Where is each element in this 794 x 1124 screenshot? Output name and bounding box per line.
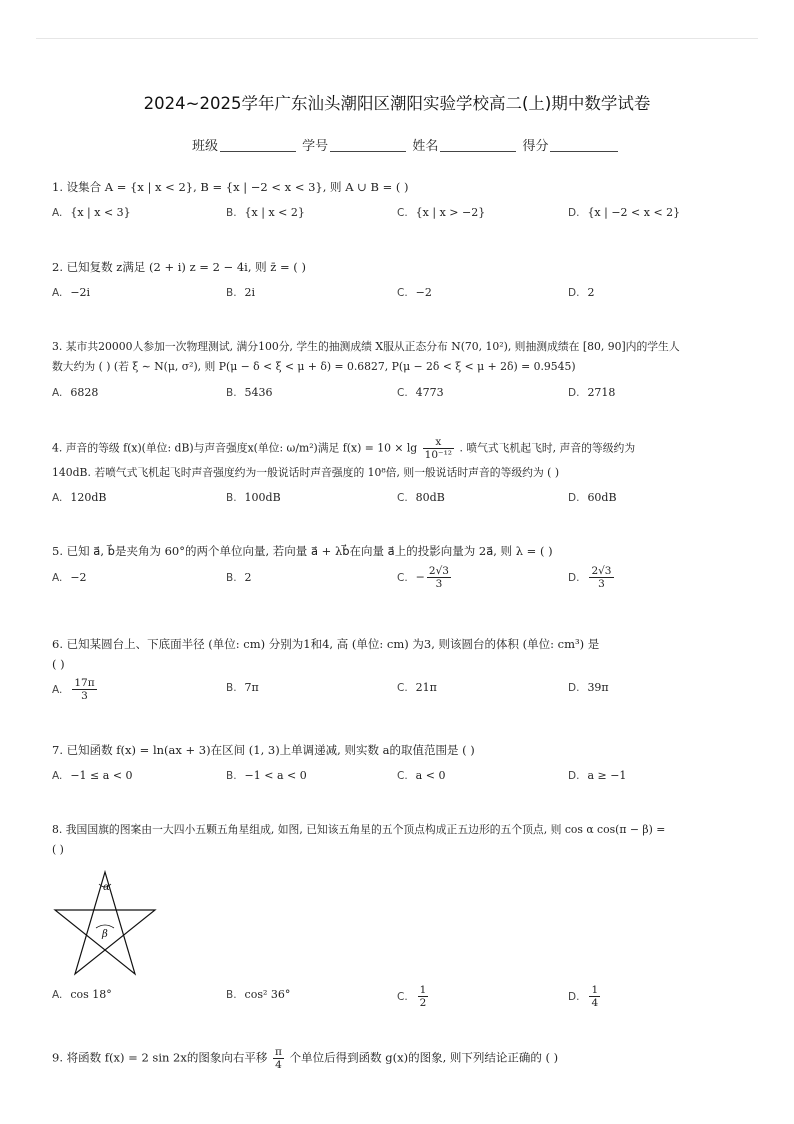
question-4-fraction: $\frac{x}{\text{10⁻¹²}}$ (424, 436, 452, 461)
question-6 (52, 634, 754, 674)
question-6-stem-line-2: ( ) (52, 657, 65, 671)
class-label: 班级 (192, 139, 219, 154)
question-6-option-d[interactable]: D. 39π (568, 681, 609, 694)
question-3-stem-line-1: 3. 某市共20000人参加一次物理测试, 满分100分, 学生的抽测成绩 X服从正态分布 N(70, 10²), 则抽测成绩在 [80, 90]内的学生人 (52, 340, 680, 353)
question-3-option-a[interactable]: A. 6828 (52, 386, 99, 399)
name-blank[interactable] (440, 139, 516, 152)
question-7-stem: 7. 已知函数 f(x) = ln(ax + 3)在区间 (1, 3)上单调递减, 则实数 a的取值范围是 ( ) (52, 743, 475, 757)
question-2-option-d[interactable]: D. 2 (568, 286, 595, 299)
header-rule (36, 38, 758, 39)
question-4-stem-line-2: 140dB. 若喷气式飞机起飞时声音强度约为一般说话时声音强度的 10⁸倍, 则一般说话时声音的等级约为 ( ) (52, 466, 560, 479)
question-2 (52, 257, 754, 277)
question-5-stem: 5. 已知 a⃗, b⃗是夹角为 60°的两个单位向量, 若向量 a⃗ + λb⃗在向量 a⃗上的投影向量为 2a⃗, 则 λ = ( ) (52, 544, 553, 558)
class-blank[interactable] (220, 139, 296, 152)
question-2-option-b[interactable]: B. 2i (226, 286, 256, 299)
question-7-option-c[interactable]: C. a < 0 (397, 769, 446, 782)
question-3-option-d[interactable]: D. 2718 (568, 386, 616, 399)
alpha-label: α (103, 882, 110, 893)
question-7-option-d[interactable]: D. a ≥ −1 (568, 769, 627, 782)
question-4-option-d[interactable]: D. 60dB (568, 491, 617, 504)
question-5-option-c[interactable]: C. − $\frac{2√3}{3}$ (397, 565, 449, 590)
question-5-option-d[interactable]: D. $\frac{2√3}{3}$ (568, 565, 612, 590)
question-4-option-b[interactable]: B. 100dB (226, 491, 281, 504)
beta-label: β (102, 929, 108, 940)
question-1-option-c[interactable]: C. {x | x > −2} (397, 206, 486, 219)
student-info-line (192, 135, 620, 154)
question-4 (52, 436, 754, 483)
question-7 (52, 740, 754, 760)
question-1-option-b[interactable]: B. {x | x < 2} (226, 206, 305, 219)
question-1 (52, 177, 754, 197)
number-blank[interactable] (330, 139, 406, 152)
name-label: 姓名 (412, 139, 439, 154)
question-4-option-c[interactable]: C. 80dB (397, 491, 445, 504)
question-2-stem: 2. 已知复数 z满足 (2 + i) z = 2 − 4i, 则 z̄ = ( ) (52, 260, 306, 274)
question-7-option-a[interactable]: A. −1 ≤ a < 0 (52, 769, 133, 782)
question-1-stem: 1. 设集合 A = {x | x < 2}, B = {x | −2 < x < 3}, 则 A ∪ B = ( ) (52, 180, 409, 194)
score-blank[interactable] (550, 139, 618, 152)
question-3-stem-line-2: 数大约为 ( ) (若 ξ ∼ N(μ, σ²), 则 P(μ − δ < ξ < μ + δ) = 0.6827, P(μ − 2δ < ξ < μ + 2δ) = 0.9545) (52, 360, 576, 373)
question-8-stem-line-2: ( ) (52, 843, 64, 856)
question-8-option-c[interactable]: C. $\frac{1}{2}$ (397, 984, 427, 1009)
question-4-stem-line-1: 4. 声音的等级 f(x)(单位: dB)与声音强度x(单位: ω/m²)满足 f(x) = 10 × lg $\frac{x}{\text{10⁻¹²}}$ . 喷气式飞机起飞时, 声音的等级约为 (52, 436, 636, 461)
question-3 (52, 337, 754, 377)
question-3-option-b[interactable]: B. 5436 (226, 386, 273, 399)
question-6-stem-line-1: 6. 已知某圆台上、下底面半径 (单位: cm) 分别为1和4, 高 (单位: cm) 为3, 则该圆台的体积 (单位: cm³) 是 (52, 637, 600, 651)
question-8-stem-line-1: 8. 我国国旗的图案由一大四小五颗五角星组成, 如图, 已知该五角星的五个顶点构成正五边形的五个顶点, 则 cos α cos(π − β) = (52, 823, 666, 836)
question-3-option-c[interactable]: C. 4773 (397, 386, 444, 399)
question-8-option-d[interactable]: D. $\frac{1}{4}$ (568, 984, 599, 1009)
question-2-option-a[interactable]: A. −2i (52, 286, 91, 299)
question-8 (52, 820, 754, 860)
five-pointed-star-figure (52, 868, 158, 978)
question-5-option-a[interactable]: A. −2 (52, 571, 87, 584)
question-1-option-d[interactable]: D. {x | −2 < x < 2} (568, 206, 681, 219)
question-9 (52, 1046, 754, 1071)
question-7-option-b[interactable]: B. −1 < a < 0 (226, 769, 307, 782)
question-1-option-a[interactable]: A. {x | x < 3} (52, 206, 131, 219)
question-9-fraction: $\frac{\pi}{4}$ (275, 1046, 282, 1071)
question-2-option-c[interactable]: C. −2 (397, 286, 432, 299)
question-6-option-b[interactable]: B. 7π (226, 681, 259, 694)
question-4-option-a[interactable]: A. 120dB (52, 491, 107, 504)
question-5 (52, 541, 754, 561)
number-label: 学号 (302, 139, 329, 154)
question-6-option-a[interactable]: A. $\frac{17\pi}{3}$ (52, 677, 95, 702)
question-9-stem: 9. 将函数 f(x) = 2 sin 2x的图象向右平移 $\frac{\pi}{4}$ 个单位后得到函数 g(x)的图象, 则下列结论正确的 ( ) (52, 1046, 559, 1071)
question-5-option-b[interactable]: B. 2 (226, 571, 252, 584)
score-label: 得分 (522, 139, 549, 154)
exam-title: 2024~2025学年广东汕头潮阳区潮阳实验学校高二(上)期中数学试卷 (143, 94, 651, 113)
question-6-option-c[interactable]: C. 21π (397, 681, 437, 694)
question-8-option-b[interactable]: B. cos² 36° (226, 988, 291, 1001)
question-8-option-a[interactable]: A. cos 18° (52, 988, 112, 1001)
beta-arc (96, 925, 114, 928)
